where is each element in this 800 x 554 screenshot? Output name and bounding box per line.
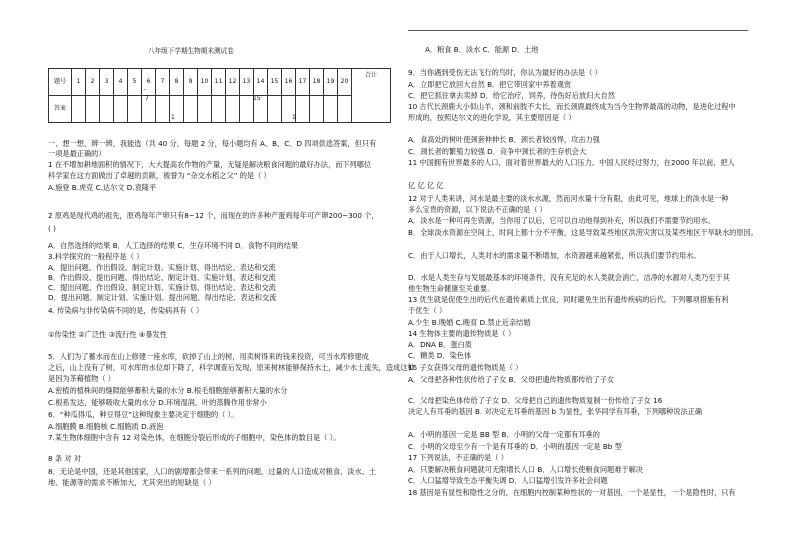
table-cell: 20 [338,69,352,96]
text-line: C．人口猛增导致生态平衡失调 D．人口猛增引发许多社会问题 [408,476,608,485]
text-line: 8．无论是中国，还是其他国家，人口的剧增都会带来一系列的问题，过量的人口造成对粮食、淡水、土 [48,467,377,476]
table-cell: 13 [240,69,254,96]
answer-cell[interactable] [240,96,254,123]
text-line: 18 基因是有显性和隐性之分的，在细胞内控制某种性状的一对基因，一个是显性，一个是隐性时，只有 [408,488,736,497]
text-line: A．只要解决粮食问题就可无限增长人口 B．人口增长使粮食问题难于解决 [408,465,643,474]
text-line: A．立即把它放回大自然 B．把它带回家中养着观赏 [408,80,572,89]
text-line: 15 子女获得父母的遗传物质是（ ） [408,363,523,372]
table-cell: 4 [114,69,128,96]
text-line: 3.科学探究的一般程序是（ ） [48,252,144,261]
answer-cell[interactable] [268,96,282,123]
table-mark: 7 [145,95,149,102]
text-line: 地、能源等的需求不断加大，尤其突出的短缺是（ ） [48,478,216,487]
text-line: ①传染性 ②广泛性 ③流行性 ④暴发性 [48,330,167,339]
text-line: A．提出问题、作出假设、制定计划、实施计划、得出结论、表达和交流 [48,263,276,272]
text-line: C．父母把染色体传给了子女 D．父母把自己的遗传物质复制一份传给了子女 16 [408,396,663,405]
text-line: 于优生（ ） [408,306,447,315]
table-cell: 8 [170,69,184,96]
text-line: 1 在不增加耕地面积的情况下，大大提高农作物的产量，无疑是解决粮食问题的最好办法，而下列哪位 [48,160,372,169]
text-line: C．小明的父母至少有一个是有耳垂的 D．小明的基因一定是 Bb 型 [408,442,622,451]
text-line: A．淡水是一种可再生资源，当你用了以后，它可以自动地得到补充，所以我们不需要节约用水。 [408,216,715,225]
text-line: D．水是人类生存与发展最基本的环境条件，没有充足的水人类就会消亡，洁净的水源对人类乃至于其 [408,273,730,282]
table-cell: 11 [212,69,226,96]
answer-cell[interactable] [198,96,212,123]
text-line: C．糖类 D．染色体 [408,351,472,360]
table-cell: 6 [142,69,156,96]
answer-cell[interactable] [296,96,310,123]
text-line: C.根系发达，能够吸收大量的水分 D.环境湿润，叶的蒸腾作用非常小 [48,398,267,407]
text-line: C．由于人口增长，人类对水的需求量不断增加，水资源越来越紧张，所以我们要节约用水。 [408,251,701,260]
table-cell: 5 [128,69,142,96]
text-line: A.少生 B.晚婚 C.晚育 D.禁止近亲结婚 [408,318,531,327]
header-rule [408,30,748,31]
text-line: A．食高处的树叶使颈套伸伸长 B．颈长者较凶悍，攻击力强 [408,135,600,144]
table-cell: 12 [226,69,240,96]
text-line: A．小明的基因一定是 BB 型 B．小明的父母一定都有耳垂的 [408,430,600,439]
text-line: 7.某生物体细胞中含有 12 对染色体，在细胞分裂后形成的子细胞中，染色体的数目是（ ）。 [48,433,341,442]
text-line: 14 生物体主要的遗传物质是（ ） [408,329,516,338]
text-line: A．DNA B．蛋白质 [408,340,472,349]
text-line: 亿 亿 亿 亿 [408,181,444,190]
score-table [48,68,391,123]
text-line: C．把它抓住拿去卖掉 D．给它治疗，饲养，待伤好后放归大自然 [408,91,615,100]
answer-cell[interactable] [114,96,128,123]
answer-cell[interactable] [100,96,114,123]
text-line: 决定人有耳垂的基因 B. 对决定无耳垂的基因 b 为显性，张华同学有耳垂，下列哪种说法正确 [408,407,703,416]
table-cell: 14 [254,69,268,96]
text-line: A.密植的植株间的缝隙能够蓄积大量的水分 B.根毛细胞能够蓄积大量的水分 [48,386,288,395]
text-line: C．提出问题、作出假设、制定计划、实施计划、得出结论、表达和交流 [48,283,276,292]
table-mark: - [144,86,147,93]
text-line: A．自然选择的结果 B．人工选择的结果 C．生存环境不同 D．食物不同的结果 [48,241,299,250]
text-line: 4. 传染病与非传染病不同的是，传染病具有（ ） [48,306,204,315]
answer-cell[interactable] [324,96,338,123]
text-line: 多么宝贵的资源，以下说法不正确的是（ ） [408,205,547,214]
table-row-label: 答案 [49,96,72,123]
table-cell: 15 [268,69,282,96]
table-cell: 7 [156,69,170,96]
answer-cell[interactable] [156,96,170,123]
table-row-label: 题号 [49,69,72,96]
table-cell: 10 [198,69,212,96]
text-line: 8 条 对 对 [48,454,81,463]
text-line: 他生物生命健康至关重要。 [408,284,495,293]
text-line: B．全球淡水资源在空间上，时间上都十分不平衡，这是导致某些地区洪涝灾害以及某些地区干旱缺水的原因。 [408,228,758,237]
table-cell: 2 [86,69,100,96]
text-line: 5．人们为了蓄水而在山上修建一座水库，砍掉了山上的树，用卖树得来的钱来投资，可当水库修建成 [48,352,369,361]
table-mark: 1 [292,114,296,121]
text-line: A.细胞膜 B.细胞核 C.细胞质 D.液泡 [48,422,164,431]
table-cell: 3 [100,69,114,96]
text-line: C．颈长者的繁殖力较强 D．竞争中颈长者的生存机会大 [408,147,587,156]
answer-cell[interactable] [226,96,240,123]
text-line: 17 下列说法，不正确的是（ ） [408,453,508,462]
table-row [49,69,391,96]
answer-cell[interactable] [72,96,86,123]
table-mark: 15 [253,95,261,102]
text-line: 一、想一想，辨一辨，我能选（共 40 分，每题 2 分，每小题均有 A、B、C、D 四项供选答案，但只有 [48,139,377,148]
table-cell: 16 [282,69,296,96]
text-line: ( ) [48,224,56,233]
answer-cell[interactable] [310,96,324,123]
text-line: A.施登 B.虎克 C.达尔文 D.袁隆平 [48,183,157,192]
table-row [49,96,391,123]
text-line: 11 中国拥有世界最多的人口，面对着世界最大的人口压力。中国人民经过努力，在2000 年以前，把人 [408,158,735,167]
text-line: A．父母把各种性状传给了子女 B．父母把遗传物质都传给了子女 [408,375,615,384]
text-line: D．提出问题、制定计划、实施计划、提出问题、得出结论、表达和交流 [48,293,277,302]
table-cell: 18 [310,69,324,96]
answer-cell[interactable] [128,96,142,123]
text-line: A．粮食 B．淡水 C．能源 D．土地 [425,45,539,54]
text-line: 形成的，按照达尔文的进化学说，其主要原因是（ ） [408,113,576,122]
text-line: 12 对于人类来讲，河水是最主要的淡水水源，然而河水量十分有限，由此可见，地球上的淡水是一种 [408,194,729,203]
answer-cell[interactable] [338,96,352,123]
table-cell: 9 [184,69,198,96]
text-line: 6．“种瓜得瓜，种豆得豆”这种现象主要决定于细胞的（ ）。 [48,410,239,419]
text-line: 9．当你遇到受伤无法飞行的鸟时，你认为最好的办法是（ ） [408,68,602,77]
table-mark: 1 [171,114,175,121]
text-line: 是因为茶藉植物（ ） [48,374,115,383]
page-title: 八年级下学期生物期末测试卷 [148,47,234,55]
answer-cell[interactable] [212,96,226,123]
table-cell: 17 [296,69,310,96]
text-line: B．作出假设、提出问题、得出结论、制定计划、实施计划、表达和交流 [48,273,276,282]
answer-cell[interactable] [86,96,100,123]
text-line: 科学家在这方面做出了卓越的贡献，被誉为 “杂交水稻之父” 的是（ ） [48,171,271,180]
total-cell: 合计 [352,69,391,123]
table-cell: 19 [324,69,338,96]
text-line: 之后，山上没有了树，可水库的水位却下降了，科学调查后发现，原来树林能够保持水土，减少水土流失，造成这种 [48,363,415,372]
answer-cell[interactable] [184,96,198,123]
text-line: 10 古代长颈鹿大小似山羊，颈和前肢不太长，而长颈鹿最终成为当今生物界最高的动物，是进化过程中 [408,102,736,111]
text-line: 一项是最正确的） [48,149,106,158]
text-line: 13 优生就是促使生出的后代在遗传素质上优良，同时避免生出有遗传疾病的后代。下列哪项措施有利 [408,295,729,304]
table-cell: 1 [72,69,86,96]
text-line: 2 原鸡是现代鸡的祖先，原鸡每年产卵只有8~12 个，而现在的许多种产蛋鸡每年可产卵200~300 个， [48,211,379,220]
